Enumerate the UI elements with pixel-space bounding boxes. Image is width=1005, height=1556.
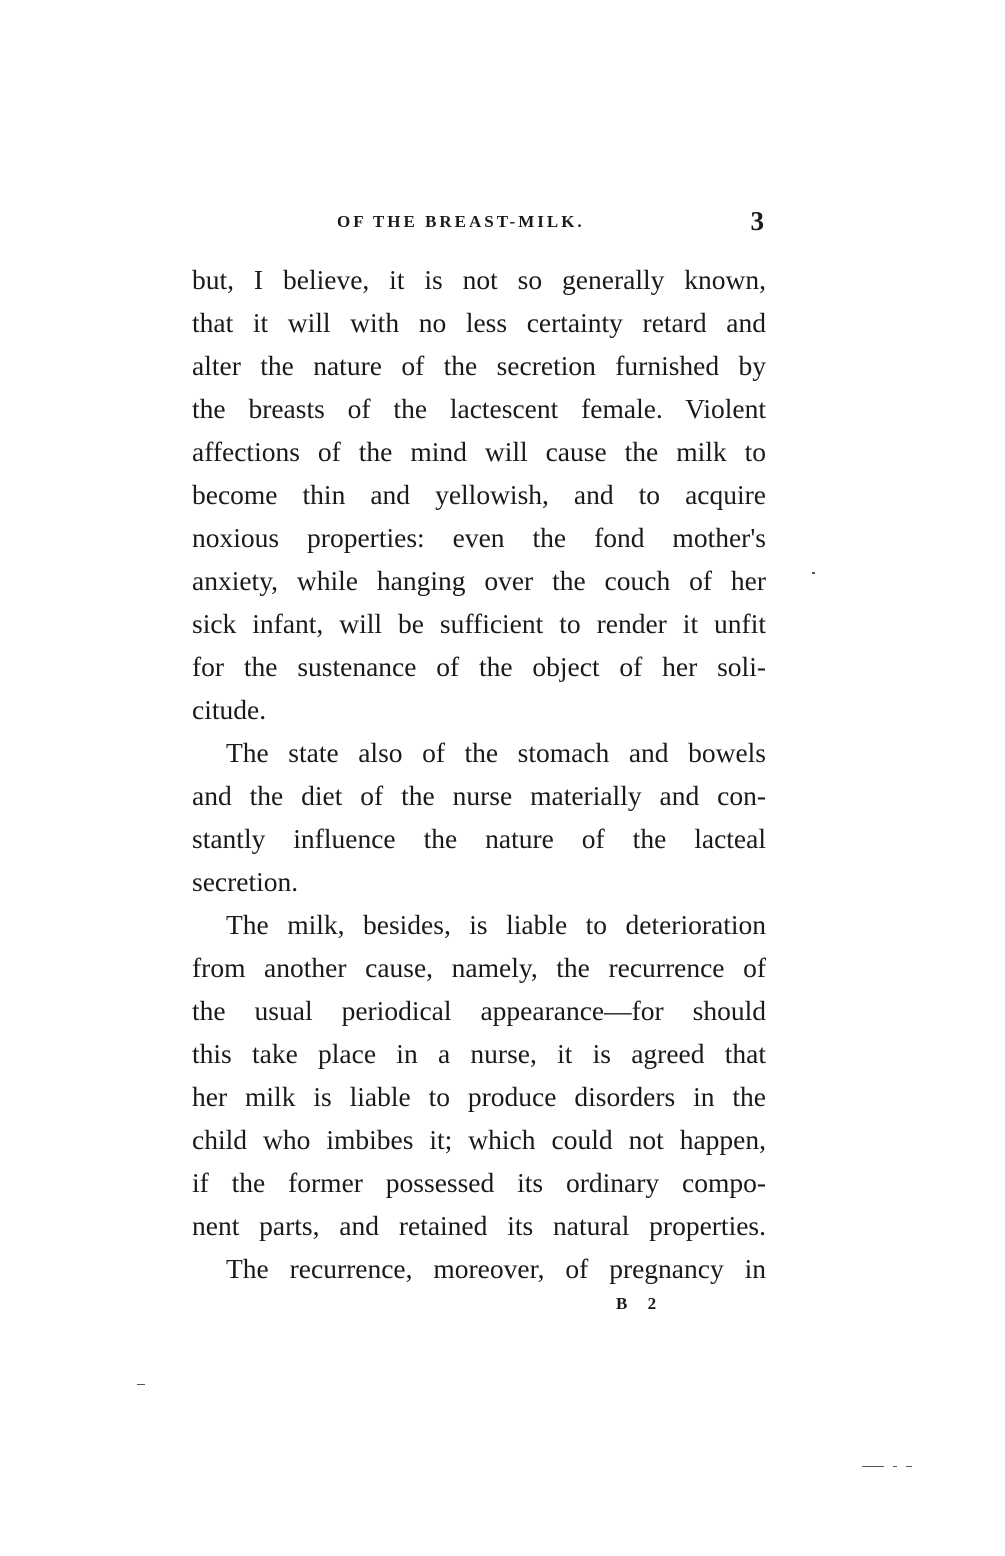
text-line: alter the nature of the secretion furnished by — [192, 350, 766, 381]
paragraph — [192, 1247, 766, 1290]
text-line: the usual periodical appearance—for should — [192, 995, 766, 1026]
page-number: 3 — [750, 206, 764, 236]
paragraph — [192, 903, 766, 1247]
text-line: noxious properties: even the fond mother's — [192, 522, 766, 553]
text-line: secretion. — [192, 866, 299, 897]
text-line: The recurrence, moreover, of pregnancy in — [226, 1253, 766, 1284]
text-line: become thin and yellowish, and to acquire — [192, 479, 766, 510]
text-line: nent parts, and retained its natural properties. — [192, 1210, 766, 1241]
text-line: citude. — [192, 694, 267, 725]
paragraph — [192, 258, 766, 731]
text-line: from another cause, namely, the recurrence of — [192, 952, 766, 983]
body-text — [192, 258, 766, 1290]
text-line: The milk, besides, is liable to deterioration — [226, 909, 766, 940]
paragraph — [192, 731, 766, 903]
running-head — [192, 206, 766, 242]
text-line: The state also of the stomach and bowels — [226, 737, 766, 768]
text-line: this take place in a nurse, it is agreed that — [192, 1038, 766, 1069]
text-line: for the sustenance of the object of her soli- — [192, 651, 766, 682]
text-line: but, I believe, it is not so generally known, — [192, 264, 766, 295]
scan-speck — [862, 1466, 884, 1467]
running-title: OF THE BREAST-MILK. — [337, 212, 585, 231]
scan-speck — [893, 1466, 897, 1467]
text-line: sick infant, will be sufficient to render it unfit — [192, 608, 766, 639]
scan-speck — [137, 1384, 145, 1385]
text-line: stantly influence the nature of the lacteal — [192, 823, 766, 854]
text-line: and the diet of the nurse materially and con- — [192, 780, 766, 811]
text-line: that it will with no less certainty retard and — [192, 307, 766, 338]
text-line: her milk is liable to produce disorders in the — [192, 1081, 766, 1112]
text-line: affections of the mind will cause the milk to — [192, 436, 766, 467]
scan-speck — [812, 572, 815, 574]
text-line: anxiety, while hanging over the couch of her — [192, 565, 766, 596]
text-line: child who imbibes it; which could not happen, — [192, 1124, 766, 1155]
text-line: if the former possessed its ordinary compo- — [192, 1167, 766, 1198]
scan-speck — [906, 1466, 912, 1467]
signature-mark: B 2 — [616, 1294, 665, 1313]
text-line: the breasts of the lactescent female. Violent — [192, 393, 766, 424]
